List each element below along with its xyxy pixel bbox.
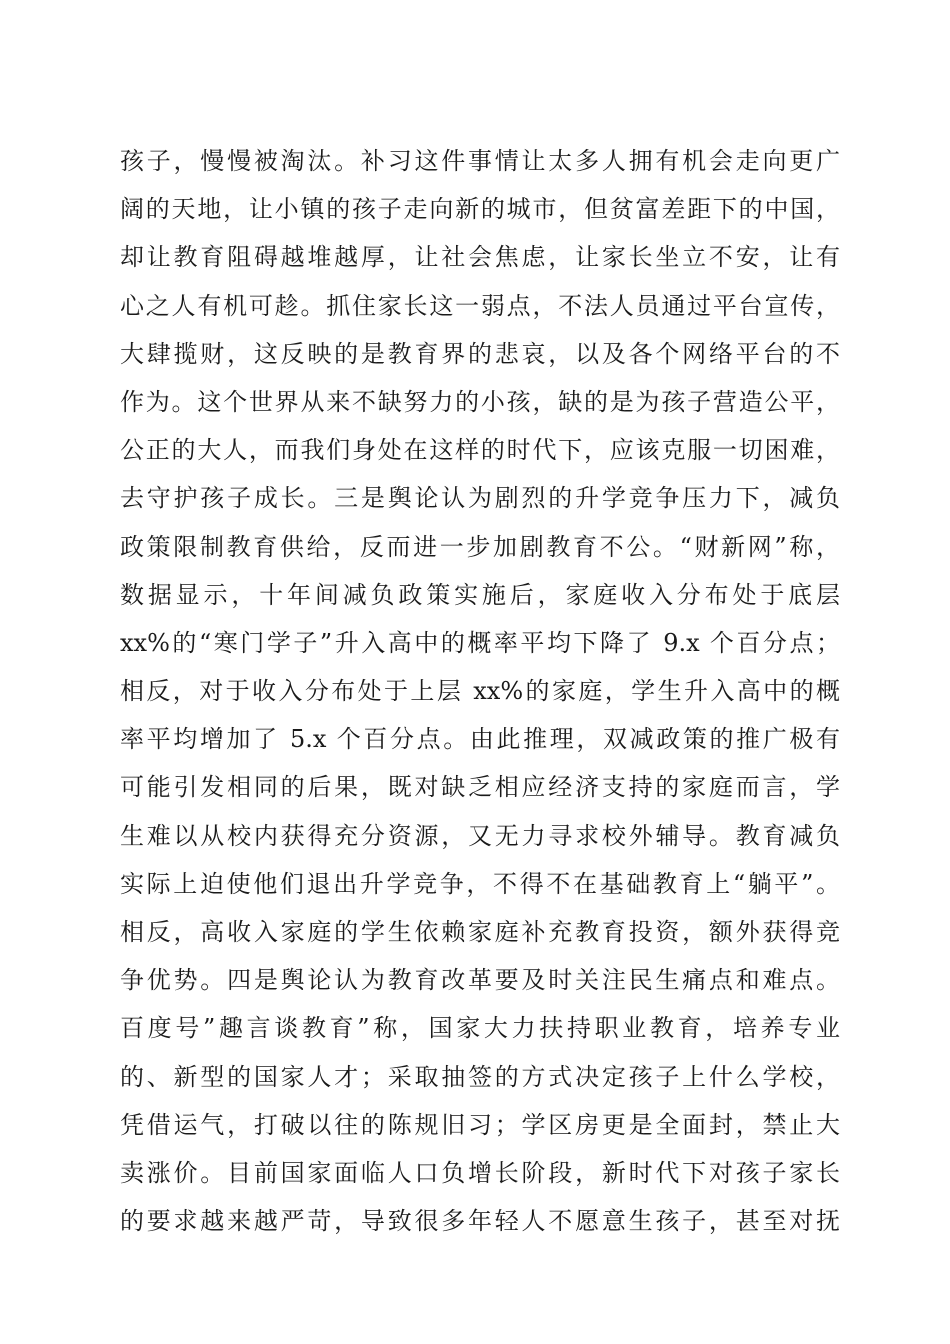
text-line: 公正的大人，而我们身处在这样的时代下，应该克服一切困难， — [120, 436, 840, 465]
text-line: 大肆揽财，这反映的是教育界的悲哀，以及各个网络平台的不 — [120, 339, 840, 368]
text-line: 阔的天地，让小镇的孩子走向新的城市，但贫富差距下的中国， — [120, 195, 840, 224]
text-line: 却让教育阻碍越堆越厚，让社会焦虑，让家长坐立不安，让有 — [120, 243, 840, 272]
text-line: 作为。这个世界从来不缺努力的小孩，缺的是为孩子营造公平， — [120, 387, 840, 416]
text-line: 的、新型的国家人才；采取抽签的方式决定孩子上什么学校， — [120, 1062, 840, 1091]
text-line: 去守护孩子成长。三是舆论认为剧烈的升学竞争压力下，减负 — [120, 484, 840, 513]
text-line: 孩子，慢慢被淘汰。补习这件事情让太多人拥有机会走向更广 — [120, 147, 840, 175]
text-line: 争优势。四是舆论认为教育改革要及时关注民生痛点和难点。 — [120, 966, 840, 995]
body-paragraph — [120, 137, 840, 1245]
text-line: 数据显示，十年间减负政策实施后，家庭收入分布处于底层 — [120, 580, 840, 609]
text-line: 实际上迫使他们退出升学竞争，不得不在基础教育上“躺平”。 — [120, 869, 840, 898]
text-line: 百度号”趣言谈教育”称，国家大力扶持职业教育，培养专业 — [120, 1014, 840, 1043]
text-line: 政策限制教育供给，反而进一步加剧教育不公。“财新网”称， — [120, 532, 840, 561]
text-line: 心之人有机可趁。抓住家长这一弱点，不法人员通过平台宣传， — [120, 291, 840, 320]
text-line: 凭借运气，打破以往的陈规旧习；学区房更是全面封，禁止大 — [120, 1110, 840, 1139]
text-line: 相反，对于收入分布处于上层 xx%的家庭，学生升入高中的概 — [120, 677, 840, 706]
text-line: 可能引发相同的后果，既对缺乏相应经济支持的家庭而言，学 — [120, 773, 840, 802]
text-line: 的要求越来越严苛，导致很多年轻人不愿意生孩子，甚至对抚 — [120, 1207, 840, 1236]
text-line: 生难以从校内获得充分资源，又无力寻求校外辅导。教育减负 — [120, 821, 840, 850]
text-line: xx%的“寒门学子”升入高中的概率平均下降了 9.x 个百分点； — [120, 628, 840, 657]
text-line: 率平均增加了 5.x 个百分点。由此推理，双减政策的推广极有 — [120, 725, 840, 754]
text-line: 相反，高收入家庭的学生依赖家庭补充教育投资，额外获得竞 — [120, 918, 840, 946]
text-line: 卖涨价。目前国家面临人口负增长阶段，新时代下对孩子家长 — [120, 1158, 840, 1187]
